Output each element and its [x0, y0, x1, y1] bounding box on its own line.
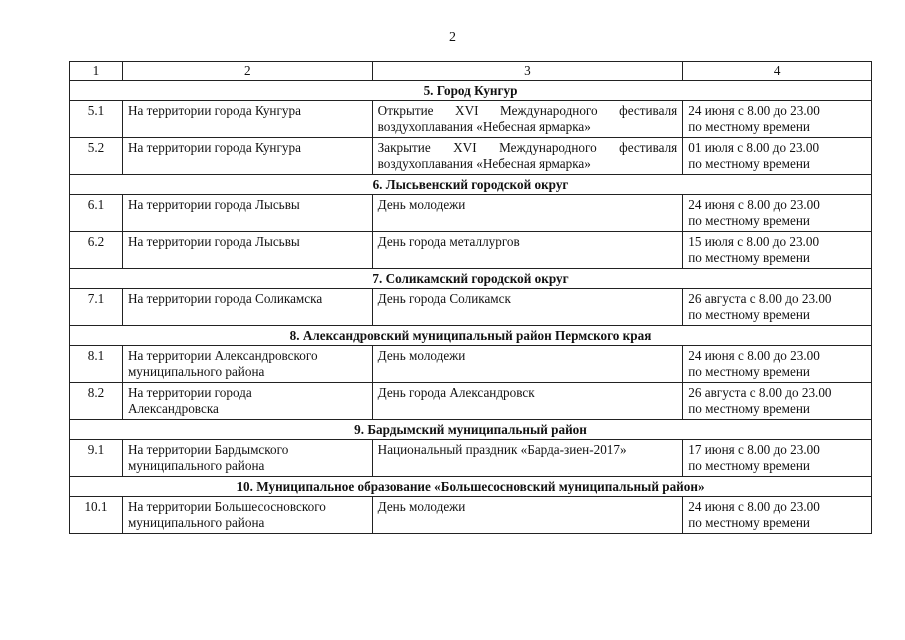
location-line: Александровска — [127, 401, 219, 416]
date-range: 15 июля с 8.00 до 23.00 — [688, 234, 820, 249]
row-number: 8.2 — [70, 383, 123, 420]
section-header-row — [70, 477, 872, 497]
table-row — [70, 232, 872, 269]
time-zone-note: по местному времени — [688, 156, 810, 171]
date-cell — [683, 289, 872, 326]
row-number: 7.1 — [70, 289, 123, 326]
section-title: 6. Лысьвенский городской округ — [70, 175, 872, 195]
event-cell: Национальный праздник «Барда-зиен-2017» — [372, 440, 683, 477]
date-cell — [683, 497, 872, 534]
section-title: 5. Город Кунгур — [70, 81, 872, 101]
table-row — [70, 440, 872, 477]
date-cell — [683, 440, 872, 477]
column-number-cell: 3 — [372, 62, 683, 81]
section-title: 9. Бардымский муниципальный район — [70, 420, 872, 440]
date-cell — [683, 138, 872, 175]
location-line: муниципального района — [127, 515, 265, 530]
events-table — [69, 61, 872, 534]
time-zone-note: по местному времени — [688, 213, 810, 228]
location-line: На территории Бардымского — [127, 442, 289, 457]
events-table-body — [70, 62, 872, 534]
table-row — [70, 138, 872, 175]
location-line: На территории города Кунгура — [127, 103, 301, 118]
date-range: 26 августа с 8.00 до 23.00 — [688, 385, 832, 400]
table-row — [70, 289, 872, 326]
location-line: На территории города Соликамска — [127, 291, 323, 306]
section-header-row — [70, 269, 872, 289]
table-row — [70, 346, 872, 383]
date-cell — [683, 346, 872, 383]
row-number: 10.1 — [70, 497, 123, 534]
column-number-cell: 2 — [122, 62, 372, 81]
location-line: муниципального района — [127, 364, 265, 379]
date-cell — [683, 195, 872, 232]
date-range: 26 августа с 8.00 до 23.00 — [688, 291, 832, 306]
location-cell — [122, 138, 372, 175]
time-zone-note: по местному времени — [688, 364, 810, 379]
location-line: На территории города Лысьвы — [127, 197, 300, 212]
section-title: 10. Муниципальное образование «Большесосновский муниципальный район» — [70, 477, 872, 497]
time-zone-note: по местному времени — [688, 307, 810, 322]
section-header-row — [70, 175, 872, 195]
location-cell — [122, 383, 372, 420]
location-cell — [122, 497, 372, 534]
location-line: На территории Большесосновского — [127, 499, 326, 514]
date-range: 24 июня с 8.00 до 23.00 — [688, 499, 820, 514]
time-zone-note: по местному времени — [688, 119, 810, 134]
event-cell: День молодежи — [372, 346, 683, 383]
location-line: На территории города Кунгура — [127, 140, 301, 155]
section-title: 7. Соликамский городской округ — [70, 269, 872, 289]
section-header-row — [70, 81, 872, 101]
row-number: 5.2 — [70, 138, 123, 175]
row-number: 8.1 — [70, 346, 123, 383]
location-cell — [122, 346, 372, 383]
time-zone-note: по местному времени — [688, 515, 810, 530]
location-line: На территории Александровского — [127, 348, 318, 363]
row-number: 6.2 — [70, 232, 123, 269]
location-cell — [122, 195, 372, 232]
event-cell: День молодежи — [372, 195, 683, 232]
event-cell: День города металлургов — [372, 232, 683, 269]
event-cell: Закрытие XVI Международного фестиваля воздухоплавания «Небесная ярмарка» — [372, 138, 683, 175]
section-title: 8. Александровский муниципальный район Пермского края — [70, 326, 872, 346]
location-line: муниципального района — [127, 458, 265, 473]
time-zone-note: по местному времени — [688, 401, 810, 416]
row-number: 5.1 — [70, 101, 123, 138]
time-zone-note: по местному времени — [688, 250, 810, 265]
time-zone-note: по местному времени — [688, 458, 810, 473]
location-line: На территории города — [127, 385, 252, 400]
column-number-cell: 1 — [70, 62, 123, 81]
table-row — [70, 101, 872, 138]
location-cell — [122, 232, 372, 269]
column-number-row — [70, 62, 872, 81]
location-cell — [122, 440, 372, 477]
section-header-row — [70, 420, 872, 440]
table-row — [70, 195, 872, 232]
date-range: 01 июля с 8.00 до 23.00 — [688, 140, 820, 155]
date-range: 17 июня с 8.00 до 23.00 — [688, 442, 820, 457]
event-cell: День города Александровск — [372, 383, 683, 420]
page-number: 2 — [449, 30, 456, 45]
event-cell: Открытие XVI Международного фестиваля воздухоплавания «Небесная ярмарка» — [372, 101, 683, 138]
column-number-cell: 4 — [683, 62, 872, 81]
date-range: 24 июня с 8.00 до 23.00 — [688, 348, 820, 363]
date-cell — [683, 383, 872, 420]
date-range: 24 июня с 8.00 до 23.00 — [688, 197, 820, 212]
location-cell — [122, 101, 372, 138]
event-cell: День молодежи — [372, 497, 683, 534]
location-line: На территории города Лысьвы — [127, 234, 300, 249]
table-row — [70, 497, 872, 534]
date-cell — [683, 232, 872, 269]
event-cell: День города Соликамск — [372, 289, 683, 326]
row-number: 6.1 — [70, 195, 123, 232]
date-cell — [683, 101, 872, 138]
table-row — [70, 383, 872, 420]
row-number: 9.1 — [70, 440, 123, 477]
location-cell — [122, 289, 372, 326]
date-range: 24 июня с 8.00 до 23.00 — [688, 103, 820, 118]
section-header-row — [70, 326, 872, 346]
